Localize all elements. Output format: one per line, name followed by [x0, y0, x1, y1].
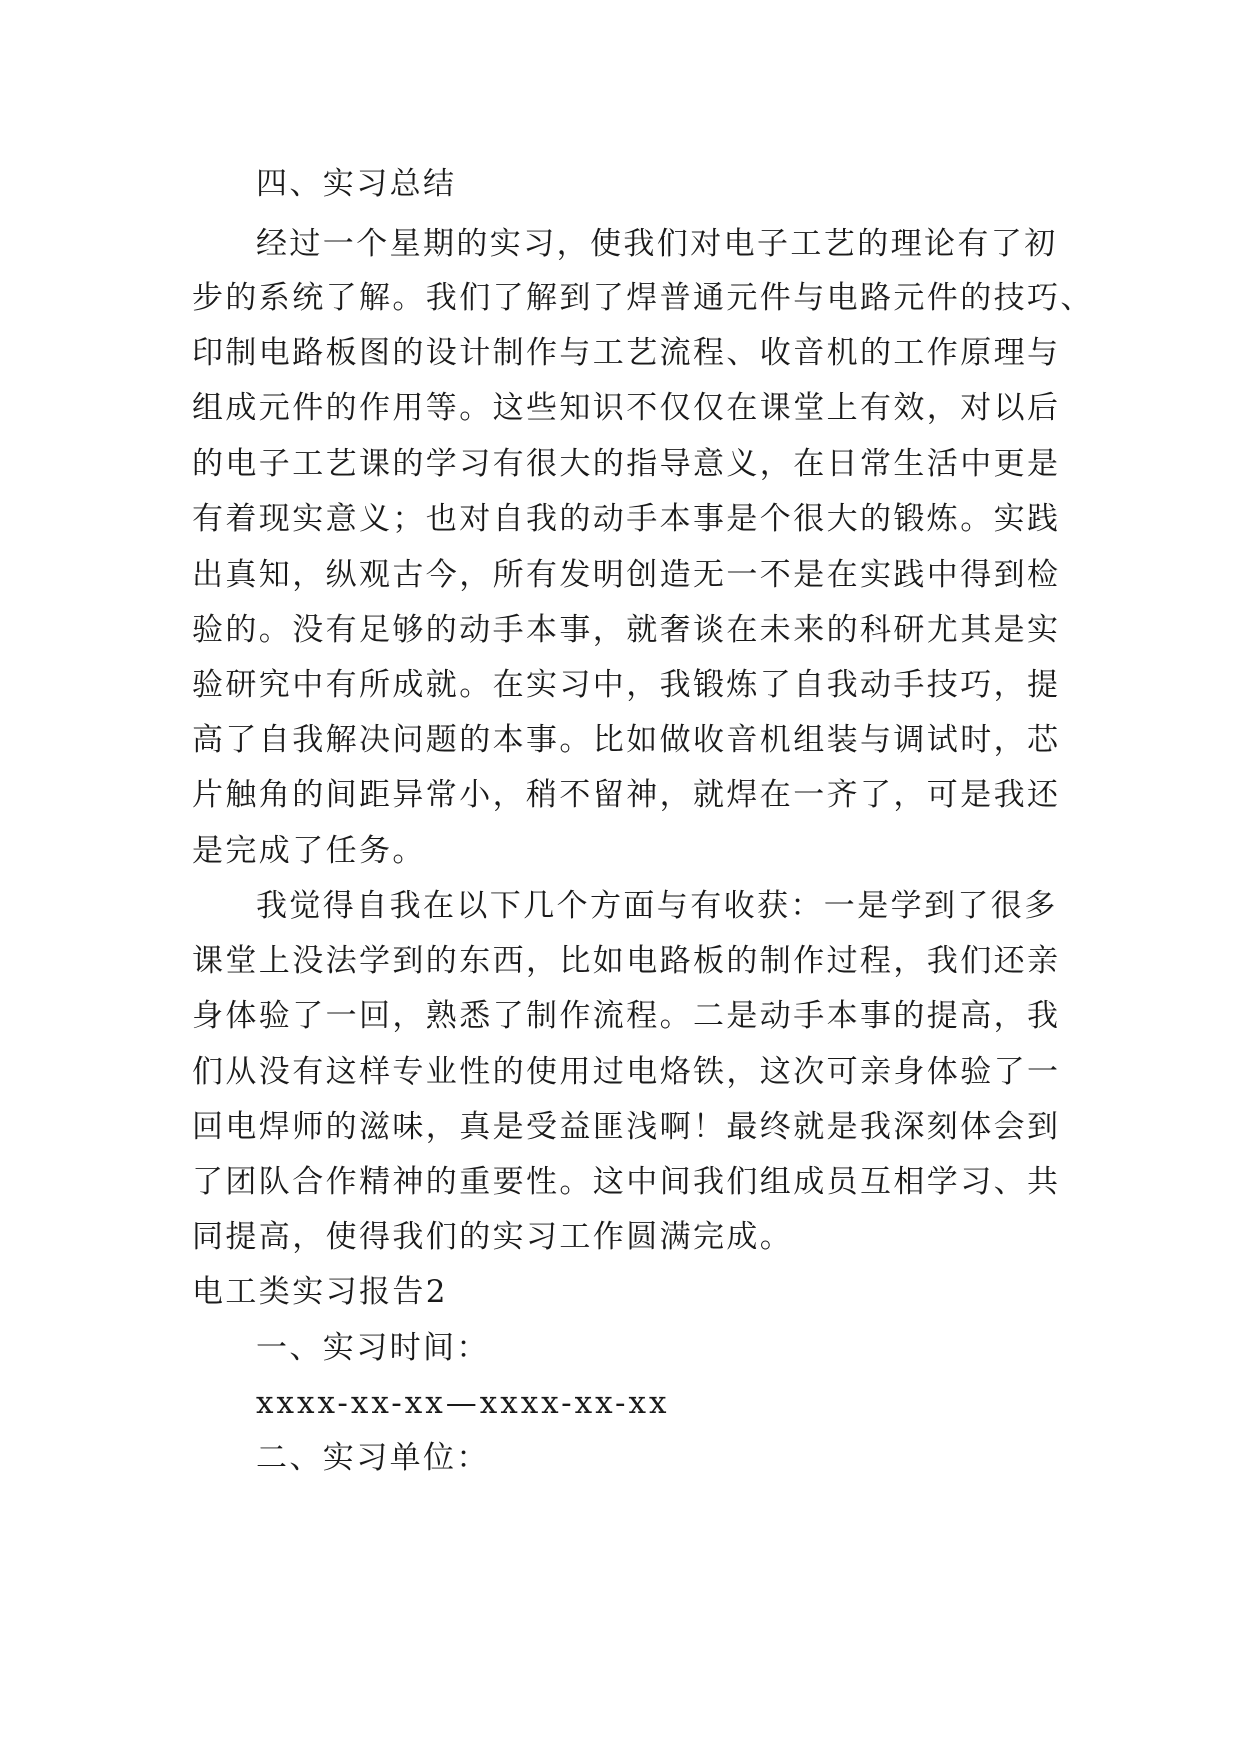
paragraph-line: 经过一个星期的实习，使我们对电子工艺的理论有了初: [256, 226, 1058, 262]
paragraph-line: 了团队合作精神的重要性。这中间我们组成员互相学习、共: [192, 1164, 1061, 1200]
paragraph-line: 片触角的间距异常小，稍不留神，就焊在一齐了，可是我还: [192, 777, 1061, 813]
section-heading-time: 一、实习时间：: [256, 1330, 490, 1366]
paragraph-line: 出真知，纵观古今，所有发明创造无一不是在实践中得到检: [192, 557, 1061, 593]
report-title: 电工类实习报告2: [192, 1274, 448, 1310]
section-heading-unit: 二、实习单位：: [256, 1440, 490, 1476]
paragraph-line: 高了自我解决问题的本事。比如做收音机组装与调试时，芯: [192, 722, 1061, 758]
paragraph-line: 身体验了一回，熟悉了制作流程。二是动手本事的提高，我: [192, 998, 1061, 1034]
paragraph-line: 组成元件的作用等。这些知识不仅仅在课堂上有效，对以后: [192, 390, 1061, 426]
internship-date-range: xxxx-xx-xx—xxxx-xx-xx: [256, 1385, 670, 1421]
paragraph-line: 我觉得自我在以下几个方面与有收获：一是学到了很多: [256, 888, 1058, 924]
paragraph-line: 同提高，使得我们的实习工作圆满完成。: [192, 1219, 794, 1255]
section-heading-summary: 四、实习总结: [256, 166, 457, 202]
paragraph-line: 的电子工艺课的学习有很大的指导意义，在日常生活中更是: [192, 446, 1061, 482]
paragraph-line: 回电焊师的滋味，真是受益匪浅啊！最终就是我深刻体会到: [192, 1109, 1061, 1145]
paragraph-line: 步的系统了解。我们了解到了焊普通元件与电路元件的技巧、: [192, 280, 1094, 316]
paragraph-line: 是完成了任务。: [192, 833, 426, 869]
paragraph-line: 验研究中有所成就。在实习中，我锻炼了自我动手技巧，提: [192, 667, 1061, 703]
paragraph-line: 们从没有这样专业性的使用过电烙铁，这次可亲身体验了一: [192, 1054, 1061, 1090]
paragraph-line: 印制电路板图的设计制作与工艺流程、收音机的工作原理与: [192, 335, 1061, 371]
paragraph-line: 课堂上没法学到的东西，比如电路板的制作过程，我们还亲: [192, 943, 1061, 979]
paragraph-line: 有着现实意义；也对自我的动手本事是个很大的锻炼。实践: [192, 501, 1061, 537]
paragraph-line: 验的。没有足够的动手本事，就奢谈在未来的科研尤其是实: [192, 612, 1061, 648]
